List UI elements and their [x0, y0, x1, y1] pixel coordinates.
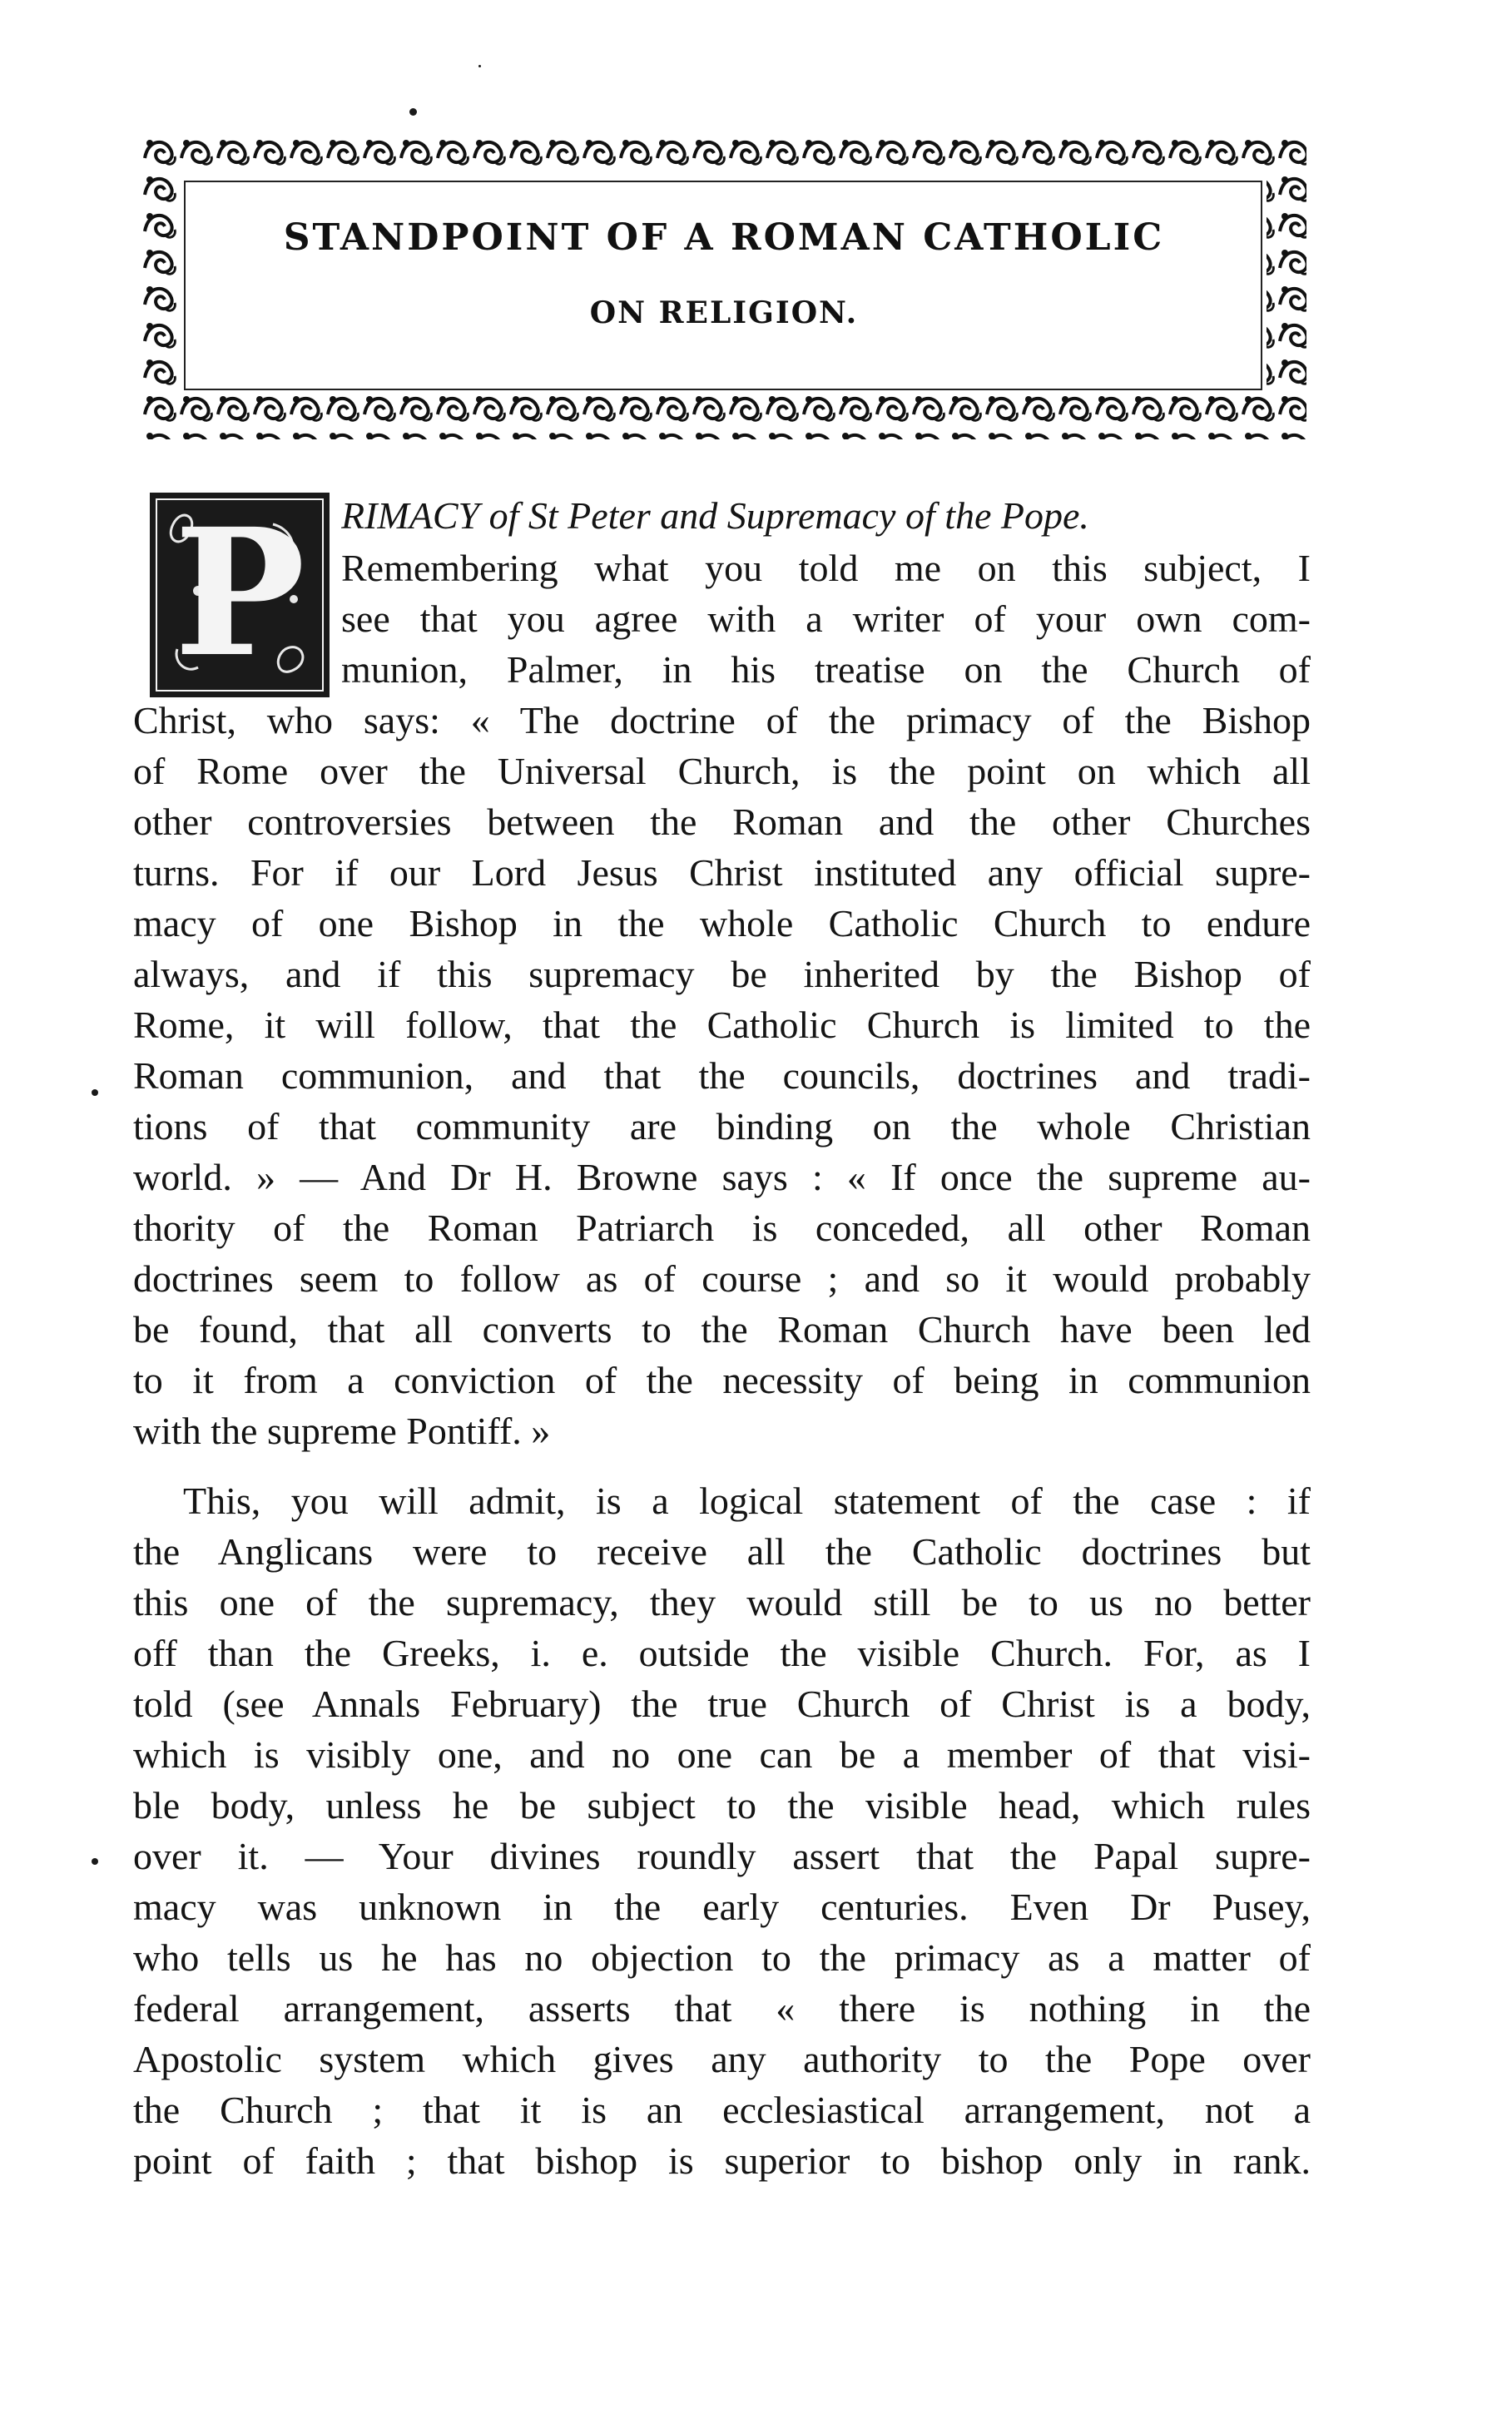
text-line: the Anglicans were to receive all the Catholic doctrines but: [133, 1530, 1311, 1573]
margin-mark: [92, 1858, 98, 1865]
floral-border-ornament: [141, 133, 1306, 441]
margin-mark: [92, 1089, 98, 1096]
text-line: who tells us he has no objection to the primacy as a matter of: [133, 1936, 1311, 1979]
text-line-first: RIMACY of St Peter and Supremacy of the Pope.: [341, 494, 1089, 537]
text-line: doctrines seem to follow as of course ; and so it would probably: [133, 1257, 1311, 1300]
text-line: turns. For if our Lord Jesus Christ instituted any official supre-: [133, 851, 1311, 894]
text-line: off than the Greeks, i. e. outside the visible Church. For, as I: [133, 1632, 1311, 1674]
text-line: of Rome over the Universal Church, is the point on which all: [133, 750, 1311, 792]
decorated-initial: [148, 491, 331, 699]
text-line: ble body, unless he be subject to the visible head, which rules: [133, 1784, 1311, 1827]
text-line: munion, Palmer, in his treatise on the Church of: [341, 648, 1311, 691]
text-line: told (see Annals February) the true Church of Christ is a body,: [133, 1683, 1311, 1725]
ornamental-heading-frame: [141, 133, 1306, 441]
text-line: Christ, who says: « The doctrine of the primacy of the Bishop: [133, 699, 1311, 741]
print-speck: [409, 108, 417, 116]
heading-subtitle: ON RELIGION.: [589, 295, 859, 330]
text-line: over it. — Your divines roundly assert that the Papal supre-: [133, 1835, 1311, 1877]
text-line: Apostolic system which gives any authority to the Pope over: [133, 2038, 1311, 2080]
text-line: which is visibly one, and no one can be a member of that visi-: [133, 1733, 1311, 1776]
text-line: be found, that all converts to the Roman Church have been led: [133, 1308, 1311, 1351]
text-line: thority of the Roman Patriarch is conceded, all other Roman: [133, 1207, 1311, 1249]
text-line: world. » — And Dr H. Browne says : « If once the supreme au-: [133, 1156, 1311, 1198]
text-line: tions of that community are binding on the whole Christian: [133, 1105, 1311, 1148]
text-line-paragraph-start: This, you will admit, is a logical statement of the case : if: [183, 1480, 1311, 1522]
initial-letter: P: [174, 490, 305, 696]
text-line: see that you agree with a writer of your own com-: [341, 597, 1311, 640]
text-line: with the supreme Pontiff. »: [133, 1410, 551, 1452]
print-speck: [478, 65, 481, 67]
text-line: always, and if this supremacy be inherited by the Bishop of: [133, 953, 1311, 995]
text-line: Rome, it will follow, that the Catholic Church is limited to the: [133, 1004, 1311, 1046]
text-line: to it from a conviction of the necessity of being in communion: [133, 1359, 1311, 1401]
text-line: macy of one Bishop in the whole Catholic Church to endure: [133, 902, 1311, 944]
text-line: point of faith ; that bishop is superior to bishop only in rank.: [133, 2139, 1311, 2182]
text-line: the Church ; that it is an ecclesiastical arrangement, not a: [133, 2089, 1311, 2131]
text-line: macy was unknown in the early centuries. Even Dr Pusey,: [133, 1886, 1311, 1928]
text-line: other controversies between the Roman and the other Churches: [133, 801, 1311, 843]
text-line: this one of the supremacy, they would still be to us no better: [133, 1581, 1311, 1623]
text-line: Roman communion, and that the councils, doctrines and tradi-: [133, 1054, 1311, 1097]
heading-title: STANDPOINT OF A ROMAN CATHOLIC: [283, 216, 1165, 259]
text-line: Remembering what you told me on this subject, I: [341, 547, 1311, 589]
text-line: federal arrangement, asserts that « there is nothing in the: [133, 1987, 1311, 2030]
